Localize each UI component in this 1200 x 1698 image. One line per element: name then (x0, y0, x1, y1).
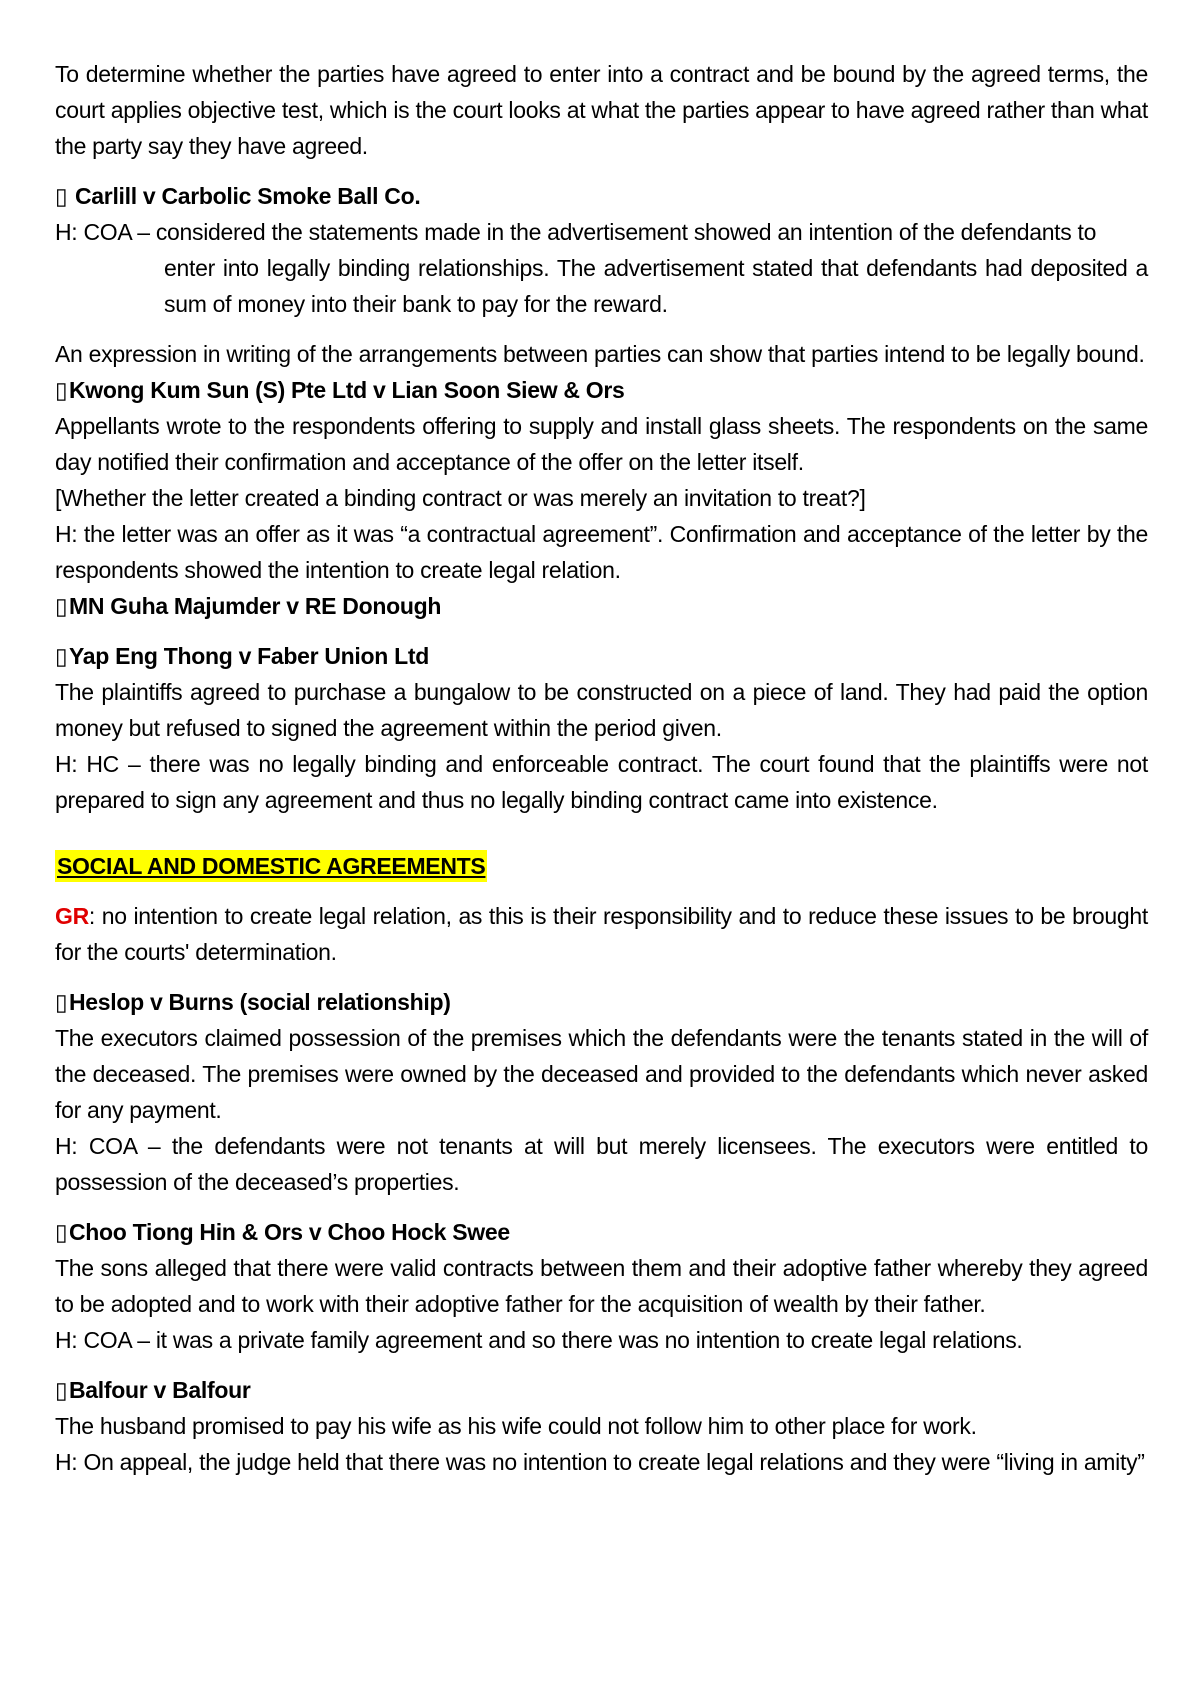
bullet-icon: ▯ (55, 1219, 68, 1245)
held-prefix: H: COA – (55, 219, 156, 245)
case-held: H: COA – it was a private family agreement and so there was no intention to create legal relations. (55, 1327, 1023, 1353)
held-carlill (55, 214, 1148, 250)
case-title-balfour (55, 1372, 1148, 1408)
case-title-text: Yap Eng Thong v Faber Union Ltd (69, 643, 429, 669)
case-title-carlill (55, 178, 1148, 214)
bullet-icon: ▯ (55, 377, 68, 403)
case-balfour (55, 1372, 1148, 1480)
section-heading: SOCIAL AND DOMESTIC AGREEMENTS (55, 850, 487, 882)
bullet-icon: ▯ (55, 643, 68, 669)
case-held: H: HC – there was no legally binding and enforceable contract. The court found that the plaintiffs were not prepared to sign any agreement and thus no legally binding contract came into existence. (55, 751, 1148, 813)
case-title-text: Carlill v Carbolic Smoke Ball Co. (75, 183, 421, 209)
case-facts: Appellants wrote to the respondents offering to supply and install glass sheets. The respondents on the same day notified their confirmation and acceptance of the offer on the letter itself. (55, 413, 1148, 475)
case-carlill (55, 178, 1148, 322)
case-title-guha (55, 588, 1148, 624)
intro-paragraph: To determine whether the parties have agreed to enter into a contract and be bound by the agreed terms, the court applies objective test, which is the court looks at what the parties appear to have agreed rather than what the party say they have agreed. (55, 61, 1148, 159)
case-title-text: Choo Tiong Hin & Ors v Choo Hock Swee (69, 1219, 510, 1245)
held-first-line: considered the statements made in the advertisement showed an intention of the defendants to (155, 219, 1097, 245)
case-facts: The husband promised to pay his wife as his wife could not follow him to other place for work. (55, 1413, 977, 1439)
general-rule-paragraph (55, 898, 1148, 970)
case-held: H: COA – the defendants were not tenants at will but merely licensees. The executors were entitled to possession of the deceased’s properties. (55, 1133, 1148, 1195)
case-issue: [Whether the letter created a binding contract or was merely an invitation to treat?] (55, 485, 866, 511)
case-held: H: On appeal, the judge held that there was no intention to create legal relations and they were “living in amity” (55, 1449, 1145, 1475)
case-title-text: Balfour v Balfour (69, 1377, 251, 1403)
general-rule-text: : no intention to create legal relation, as this is their responsibility and to reduce these issues to be brought for the courts' determination. (55, 903, 1148, 965)
general-rule-label: GR (55, 903, 89, 929)
bullet-icon: ▯ (55, 593, 68, 619)
case-yap (55, 638, 1148, 818)
case-title-kwong (55, 372, 1148, 408)
case-title-text: Heslop v Burns (social relationship) (69, 989, 451, 1015)
section-social (55, 848, 1148, 884)
case-kwong (55, 372, 1148, 588)
case-title-yap (55, 638, 1148, 674)
bullet-icon: ▯ (55, 1377, 68, 1403)
case-facts: The executors claimed possession of the premises which the defendants were the tenants stated in the will of the deceased. The premises were owned by the deceased and provided to the defendants which never asked for any payment. (55, 1025, 1148, 1123)
case-facts: The sons alleged that there were valid contracts between them and their adoptive father whereby they agreed to be adopted and to work with their adoptive father for the acquisition of wealth by their father. (55, 1255, 1148, 1317)
expression-paragraph: An expression in writing of the arrangements between parties can show that parties intend to be legally bound. (55, 341, 1145, 367)
held-continuation: enter into legally binding relationships. The advertisement stated that defendants had deposited a sum of money into their bank to pay for the reward. (164, 255, 1148, 317)
case-choo (55, 1214, 1148, 1358)
bullet-icon: ▯ (55, 989, 68, 1015)
case-title-choo (55, 1214, 1148, 1250)
case-title-heslop (55, 984, 1148, 1020)
case-heslop (55, 984, 1148, 1200)
case-title-text: MN Guha Majumder v RE Donough (69, 593, 442, 619)
bullet-icon: ▯ (55, 183, 68, 209)
case-held: H: the letter was an offer as it was “a contractual agreement”. Confirmation and acceptance of the letter by the respondents showed the intention to create legal relation. (55, 521, 1148, 583)
case-title-text: Kwong Kum Sun (S) Pte Ltd v Lian Soon Siew & Ors (69, 377, 625, 403)
case-facts: The plaintiffs agreed to purchase a bungalow to be constructed on a piece of land. They had paid the option money but refused to signed the agreement within the period given. (55, 679, 1148, 741)
